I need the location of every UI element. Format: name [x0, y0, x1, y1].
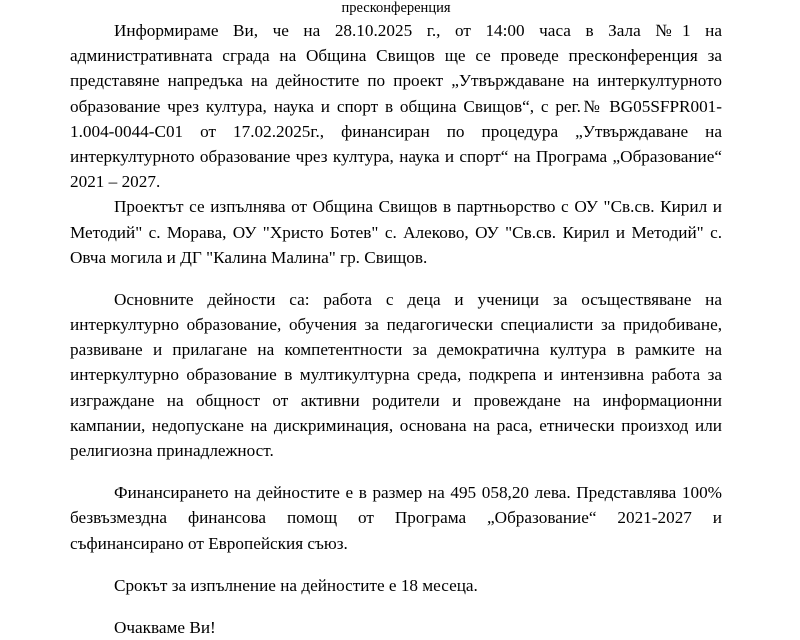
- paragraph-funding: Финансирането на дейностите е в размер на 495 058,20 лева. Представлява 100% безвъзмездна финансова помощ от Програма „Образование“ 2021-2027 и съфинансирано от Европейския съюз.: [70, 483, 722, 553]
- clipped-header-text: пресконференция: [341, 0, 451, 16]
- clipped-header-line: [70, 0, 722, 18]
- paragraph-duration: Срокът за изпълнение на дейностите е 18 месеца.: [114, 575, 478, 595]
- paragraph-closing: Очакваме Ви!: [114, 617, 216, 637]
- paragraph-announcement: Информираме Ви, че на 28.10.2025 г., от 14:00 часа в Зала №1 на административната сграда на Община Свищов ще се проведе пресконференция за представяне напредъка на дейностите по проект „Утвърждаване на интеркултурното образование чрез култура, наука и спорт в община Свищов“, с рег.№ BG05SFPR001-1.004-0044-C01 от 17.02.2025г., финансиран по процедура „Утвърждаване на интеркултурното образование чрез култура, наука и спорт“ на Програма „Образование“ 2021 – 2027.: [70, 21, 722, 192]
- paragraph-partners: Проектът се изпълнява от Община Свищов в партньорство с ОУ "Св.св. Кирил и Методий" с. Морава, ОУ "Христо Ботев" с. Алеково, ОУ "Св.св. Кирил и Методий" с. Овча могила и ДГ "Калина Малина" гр. Свищов.: [70, 197, 722, 267]
- paragraph-main-activities: Основните дейности са: работа с деца и ученици за осъществяване на интеркултурно образование, обучения за педагогически специалисти за придобиване, развиване и прилагане на компетентности за демократична култура в рамките на интеркултурно образование в мултикултурна среда, подкрепа и интензивна работа за изграждане на общност от активни родители и провеждане на информационни кампании, недопускане на дискриминация, основана на раса, етнически произход или религиозна принадлежност.: [70, 289, 722, 460]
